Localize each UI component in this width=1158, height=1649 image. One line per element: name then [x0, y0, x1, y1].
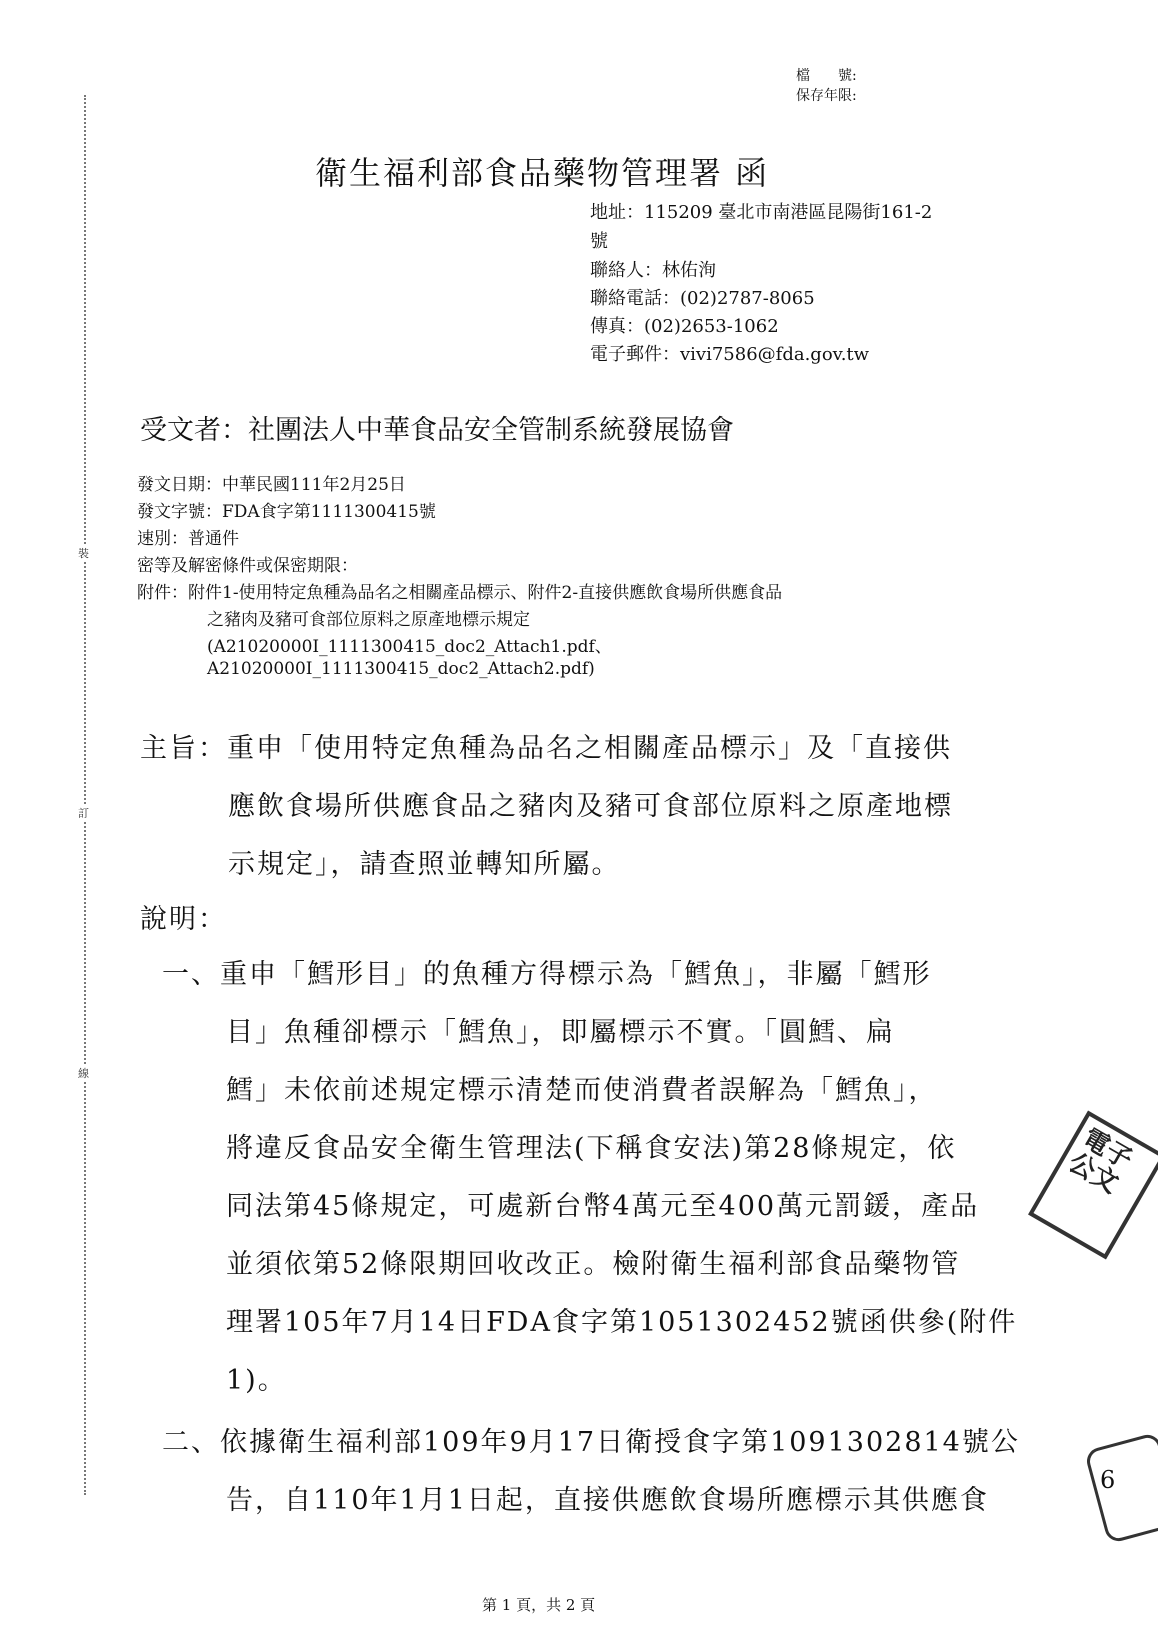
issue-date: 發文日期：中華民國111年2月25日: [137, 475, 406, 495]
retention-period: 保存年限:: [796, 88, 857, 104]
explanation-item-1-line: 一、重申「鱈形目」的魚種方得標示為「鱈魚」，非屬「鱈形: [162, 959, 932, 990]
address-line-2: 號: [590, 231, 608, 252]
explanation-item-1-line: 並須依第52條限期回收改正。檢附衛生福利部食品藥物管: [226, 1249, 961, 1280]
recipient: 受文者：社團法人中華食品安全管制系統發展協會: [140, 415, 734, 446]
address-line-1: 地址：115209 臺北市南港區昆陽街161-2: [590, 202, 933, 223]
page-footer: 第 1 頁，共 2 頁: [482, 1596, 596, 1614]
attachment-line-2: 之豬肉及豬可食部位原料之原產地標示規定: [207, 610, 530, 630]
file-number: 檔 號:: [796, 68, 857, 84]
subject-line-1: 主旨：重申「使用特定魚種為品名之相關產品標示」及「直接供: [140, 733, 952, 764]
document-number: 發文字號：FDA食字第1111300415號: [137, 502, 436, 522]
explanation-item-1-line: 同法第45條規定，可處新台幣4萬元至400萬元罰鍰，產品: [226, 1191, 980, 1222]
secrecy-level: 密等及解密條件或保密期限：: [137, 556, 358, 576]
explanation-item-1-line: 鱈」未依前述規定標示清楚而使消費者誤解為「鱈魚」，: [226, 1075, 938, 1106]
explanation-heading: 說明：: [140, 904, 227, 935]
explanation-item-1-line: 理署105年7月14日FDA食字第1051302452號函供參(附件: [226, 1307, 1018, 1338]
contact-email: 電子郵件：vivi7586@fda.gov.tw: [590, 344, 870, 365]
attachment-file-1: (A21020000I_1111300415_doc2_Attach1.pdf、: [207, 637, 612, 657]
margin-label-line: 線: [78, 1067, 89, 1080]
explanation-item-1-line: 1)。: [226, 1365, 287, 1396]
margin-label-staple: 訂: [78, 807, 89, 820]
document-title: 衛生福利部食品藥物管理署 函: [315, 154, 770, 192]
contact-person: 聯絡人：林佑洵: [590, 260, 716, 281]
subject-line-2: 應飲食場所供應食品之豬肉及豬可食部位原料之原產地標: [228, 791, 953, 822]
page-mark: 6: [1100, 1466, 1116, 1494]
file-info: [796, 66, 857, 106]
explanation-item-1-line: 目」魚種卻標示「鱈魚」，即屬標示不實。「圓鱈、扁: [226, 1017, 895, 1048]
contact-phone: 聯絡電話：(02)2787-8065: [590, 288, 815, 309]
explanation-item-2-line: 告，自110年1月1日起，直接供應飲食場所應標示其供應食: [226, 1485, 989, 1516]
electronic-document-stamp: [1028, 1111, 1158, 1260]
explanation-item-1-line: 將違反食品安全衛生管理法(下稱食安法)第28條規定，依: [226, 1133, 957, 1164]
stamp-text: 電子公文: [1063, 1123, 1138, 1200]
binding-margin-line: [84, 95, 86, 1495]
subject-line-3: 示規定」，請查照並轉知所屬。: [228, 849, 621, 880]
speed-class: 速別：普通件: [137, 529, 239, 549]
contact-fax: 傳真：(02)2653-1062: [590, 316, 779, 337]
explanation-item-2-line: 二、依據衛生福利部109年9月17日衛授食字第1091302814號公: [162, 1427, 1020, 1458]
seal-stamp: [1084, 1432, 1158, 1544]
margin-label-bind: 裝: [78, 547, 89, 560]
attachment-line-1: 附件：附件1-使用特定魚種為品名之相關產品標示、附件2-直接供應飲食場所供應食品: [137, 583, 783, 603]
attachment-file-2: A21020000I_1111300415_doc2_Attach2.pdf): [207, 659, 595, 679]
